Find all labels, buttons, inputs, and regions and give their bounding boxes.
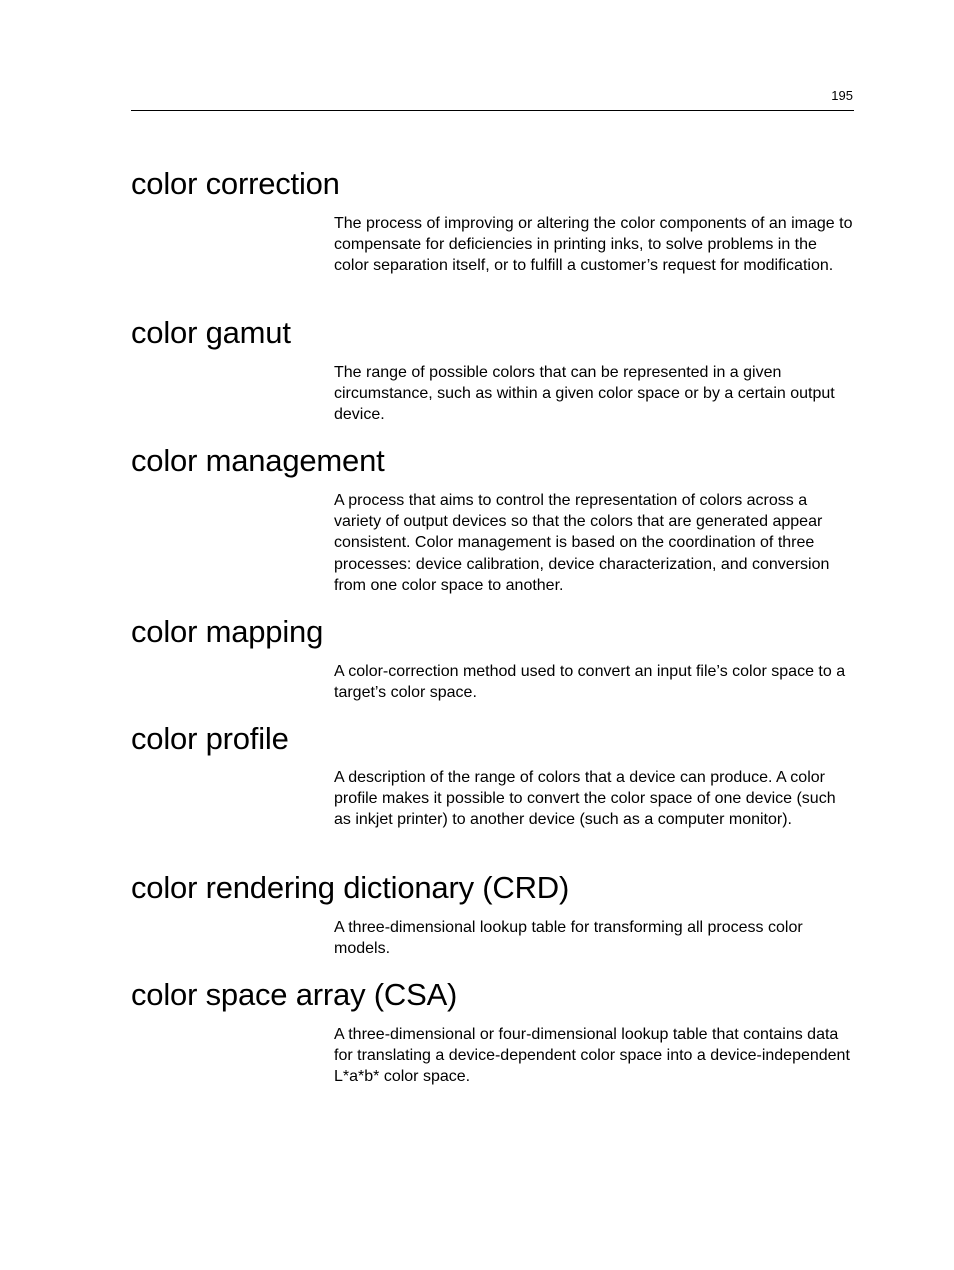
entry-definition: A three-dimensional or four-dimensional lookup table that contains data for translating a device-dependent color space into a device-independent L*a*b* color space. (334, 1026, 850, 1086)
glossary-entry (131, 315, 854, 426)
glossary-entry (131, 443, 854, 596)
glossary-entry (131, 614, 854, 703)
entry-definition: The process of improving or altering the color components of an image to compensate for deficiencies in printing inks, to solve problems in the color separation itself, or to fulfill a customer’s request for modification. (334, 215, 853, 275)
entry-definition: A description of the range of colors that a device can produce. A color profile makes it possible to convert the color space of one device (such as inkjet printer) to another device (such as a computer monitor). (334, 769, 836, 829)
glossary-entry (131, 870, 854, 959)
page-number: 195 (831, 88, 853, 103)
entry-term: color gamut (131, 315, 291, 350)
entry-term: color correction (131, 166, 340, 201)
entry-definition: The range of possible colors that can be represented in a given circumstance, such as within a given color space or by a certain output device. (334, 364, 835, 424)
entry-term: color space array (CSA) (131, 977, 458, 1012)
glossary-entry (131, 721, 854, 831)
glossary-entry (131, 166, 854, 277)
glossary-entry (131, 977, 854, 1088)
entry-definition: A three-dimensional lookup table for transforming all process color models. (334, 919, 803, 958)
entry-term: color profile (131, 721, 289, 756)
entry-term: color rendering dictionary (CRD) (131, 870, 570, 905)
entry-term: color management (131, 443, 385, 478)
header-rule (131, 110, 854, 111)
entry-definition: A process that aims to control the representation of colors across a variety of output devices so that the colors that are generated appear consistent. Color management is based on the coordination of three processes: device calibration, device characterization, and conversion from one color space to another. (334, 492, 830, 594)
entry-definition: A color-correction method used to convert an input file’s color space to a target’s color space. (334, 663, 846, 702)
entry-term: color mapping (131, 614, 324, 649)
